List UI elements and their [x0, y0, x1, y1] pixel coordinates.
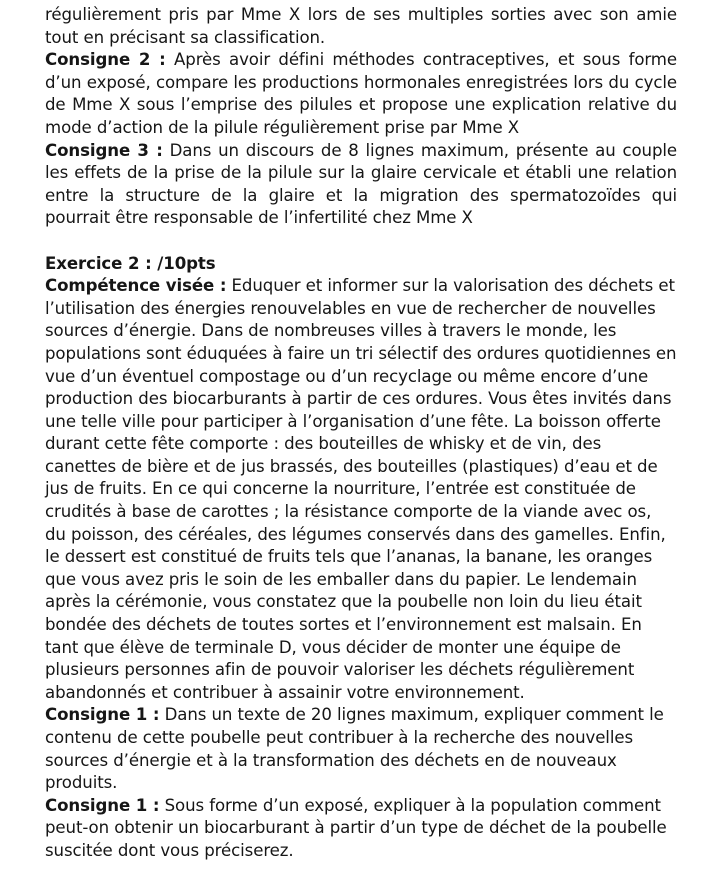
consigne-3-label: Consigne 3 : [45, 140, 163, 160]
exercise1-consigne-3 [45, 140, 677, 230]
exercise2-consigne-1a [45, 704, 677, 794]
consigne-1b-label: Consigne 1 : [45, 795, 160, 815]
blank-line [45, 230, 677, 253]
consigne-1b-text: Sous forme d’un exposé, expliquer à la population comment peut-on obtenir un biocarburant à partir d’un type de déchet de la poubelle suscitée dont vous préciserez. [45, 795, 667, 860]
exercise2-competence [45, 275, 677, 704]
exercise1-consigne-2 [45, 49, 677, 139]
competence-text: Eduquer et informer sur la valorisation des déchets et l’utilisation des énergies renouvelables en vue de rechercher de nouvelles sources d’énergie. Dans de nombreuses villes à travers le monde, les populations sont éduquées à faire un tri sélectif des ordures quotidiennes en vue d’un éventuel compostage ou d’un recyclage ou même encore d’une production des biocarburants à partir de ces ordures. Vous êtes invités dans une telle ville pour participer à l’organisation d’une fête. La boisson offerte durant cette fête comporte : des bouteilles de whisky et de vin, des canettes de bière et de jus brassés, des bouteilles (plastiques) d’eau et de jus de fruits. En ce qui concerne la nourriture, l’entrée est constituée de crudités à base de carottes ; la résistance comporte de la viande avec os, du poisson, des céréales, des légumes conservés dans des gamelles. Enfin, le dessert est constitué de fruits tels que l’ananas, la banane, les oranges que vous avez pris le soin de les emballer dans du papier. Le lendemain après la cérémonie, vous constatez que la poubelle non loin du lieu était bondée des déchets de toutes sortes et l’environnement est malsain. En tant que élève de terminale D, vous décider de monter une équipe de plusieurs personnes afin de pouvoir valoriser les déchets régulièrement abandonnés et contribuer à assainir votre environnement. [45, 276, 677, 702]
consigne-1a-text: Dans un texte de 20 lignes maximum, expliquer comment le contenu de cette poubelle peut contribuer à la recherche des nouvelles sources d’énergie et à la transformation des déchets en de nouveaux produits. [45, 705, 664, 793]
consigne-2-text: Après avoir défini méthodes contraceptives, et sous forme d’un exposé, compare les productions hormonales enregistrées lors du cycle de Mme X sous l’emprise des pilules et propose une explication relative du mode d’action de la pilule régulièrement prise par Mme X [45, 50, 677, 137]
consigne-3-text: Dans un discours de 8 lignes maximum, présente au couple les effets de la prise de la pilule sur la glaire cervicale et établi une relation entre la structure de la glaire et la migration des spermatozoïdes qui pourrait être responsable de l’infertilité chez Mme X [45, 140, 677, 228]
exercise2-title: Exercice 2 : /10pts [45, 253, 216, 273]
exercise2-consigne-1b [45, 795, 677, 863]
consigne-2-label: Consigne 2 : [45, 50, 166, 70]
intro-continuation: régulièrement pris par Mme X lors de ses multiples sorties avec son amie tout en précisant sa classification. [45, 5, 677, 47]
competence-label: Compétence visée : [45, 276, 227, 296]
consigne-1a-label: Consigne 1 : [45, 705, 160, 725]
document-page [45, 4, 677, 863]
